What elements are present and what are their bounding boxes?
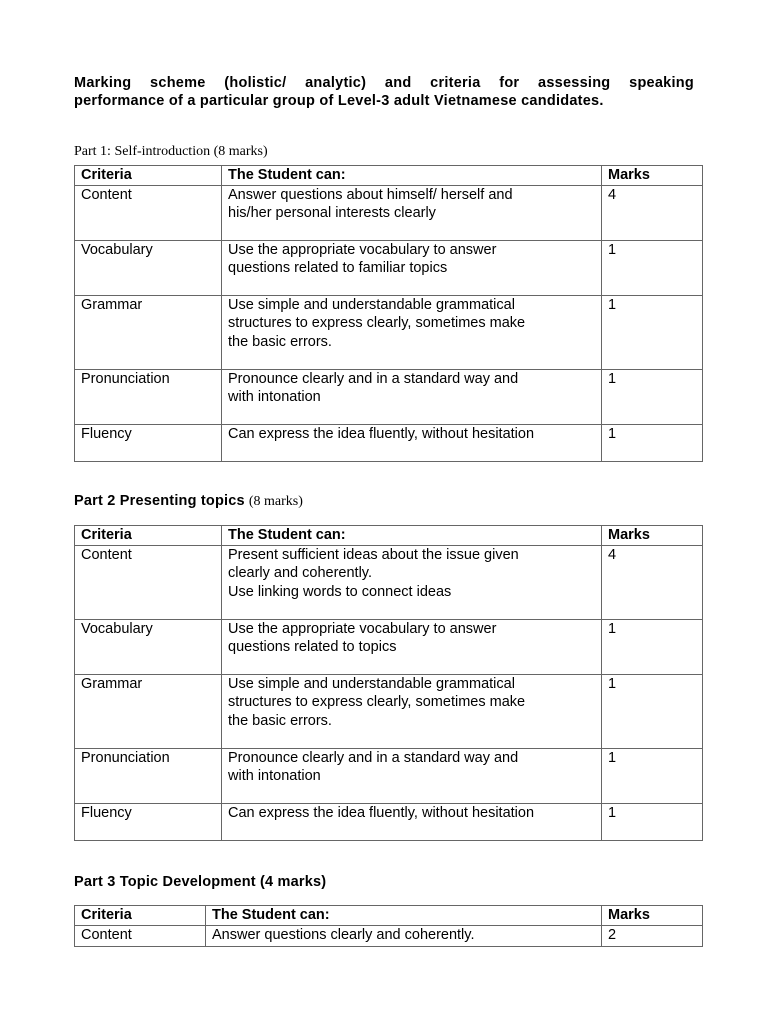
table-row — [75, 295, 703, 369]
criteria-cell: Grammar — [75, 295, 222, 369]
header-criteria: Criteria — [75, 526, 222, 546]
document-title — [74, 74, 694, 110]
section-heading-text: Part 3 Topic Development (4 marks) — [74, 874, 327, 890]
section-heading-part-1 — [74, 143, 268, 160]
description-cell: Present sufficient ideas about the issue given clearly and coherently. Use linking words to connect ideas — [222, 545, 602, 619]
description-cell: Answer questions clearly and coherently. — [206, 925, 602, 947]
criteria-table-part-2 — [74, 525, 703, 841]
marks-cell: 1 — [602, 748, 703, 803]
criteria-cell: Fluency — [75, 424, 222, 461]
title-line-2: performance of a particular group of Level-3 adult Vietnamese candidates. — [74, 93, 604, 109]
criteria-table-part-3 — [74, 905, 703, 947]
section-heading-marks: (8 marks) — [248, 494, 303, 509]
title-line-1: Marking scheme (holistic/ analytic) and criteria for assessing speaking — [74, 75, 694, 91]
table-row — [75, 185, 703, 240]
criteria-cell: Vocabulary — [75, 240, 222, 295]
table-row — [75, 748, 703, 803]
table-row — [75, 925, 703, 947]
description-cell: Pronounce clearly and in a standard way and with intonation — [222, 369, 602, 424]
table-row — [75, 619, 703, 674]
table-row — [75, 803, 703, 840]
table-row — [75, 545, 703, 619]
description-cell: Pronounce clearly and in a standard way and with intonation — [222, 748, 602, 803]
description-cell: Use the appropriate vocabulary to answer questions related to familiar topics — [222, 240, 602, 295]
criteria-cell: Content — [75, 185, 222, 240]
table-header-row — [75, 526, 703, 546]
criteria-cell: Pronunciation — [75, 369, 222, 424]
marks-cell: 1 — [602, 619, 703, 674]
table-header-row — [75, 906, 703, 926]
marks-cell: 1 — [602, 369, 703, 424]
header-marks: Marks — [602, 526, 703, 546]
marks-cell: 1 — [602, 424, 703, 461]
description-cell: Can express the idea fluently, without hesitation — [222, 803, 602, 840]
marks-cell: 1 — [602, 295, 703, 369]
section-heading-text: Part 1: Self-introduction (8 marks) — [74, 144, 268, 159]
header-student-can: The Student can: — [206, 906, 602, 926]
marks-cell: 2 — [602, 925, 703, 947]
table-row — [75, 674, 703, 748]
criteria-cell: Vocabulary — [75, 619, 222, 674]
table-row — [75, 369, 703, 424]
table-header-row — [75, 166, 703, 186]
header-criteria: Criteria — [75, 906, 206, 926]
description-cell: Can express the idea fluently, without hesitation — [222, 424, 602, 461]
table-row — [75, 240, 703, 295]
header-criteria: Criteria — [75, 166, 222, 186]
description-cell: Use the appropriate vocabulary to answer questions related to topics — [222, 619, 602, 674]
description-cell: Use simple and understandable grammatical structures to express clearly, sometimes make the basic errors. — [222, 295, 602, 369]
criteria-cell: Content — [75, 925, 206, 947]
header-student-can: The Student can: — [222, 166, 602, 186]
header-marks: Marks — [602, 906, 703, 926]
description-cell: Answer questions about himself/ herself and his/her personal interests clearly — [222, 185, 602, 240]
criteria-cell: Pronunciation — [75, 748, 222, 803]
section-heading-text: Part 2 Presenting topics — [74, 493, 245, 509]
criteria-cell: Grammar — [75, 674, 222, 748]
section-heading-part-2 — [74, 493, 303, 510]
description-cell: Use simple and understandable grammatical structures to express clearly, sometimes make the basic errors. — [222, 674, 602, 748]
criteria-cell: Fluency — [75, 803, 222, 840]
marks-cell: 1 — [602, 240, 703, 295]
marks-cell: 4 — [602, 545, 703, 619]
criteria-table-part-1 — [74, 165, 703, 462]
marks-cell: 4 — [602, 185, 703, 240]
header-student-can: The Student can: — [222, 526, 602, 546]
marks-cell: 1 — [602, 674, 703, 748]
criteria-cell: Content — [75, 545, 222, 619]
section-heading-part-3 — [74, 874, 326, 890]
table-row — [75, 424, 703, 461]
marks-cell: 1 — [602, 803, 703, 840]
header-marks: Marks — [602, 166, 703, 186]
